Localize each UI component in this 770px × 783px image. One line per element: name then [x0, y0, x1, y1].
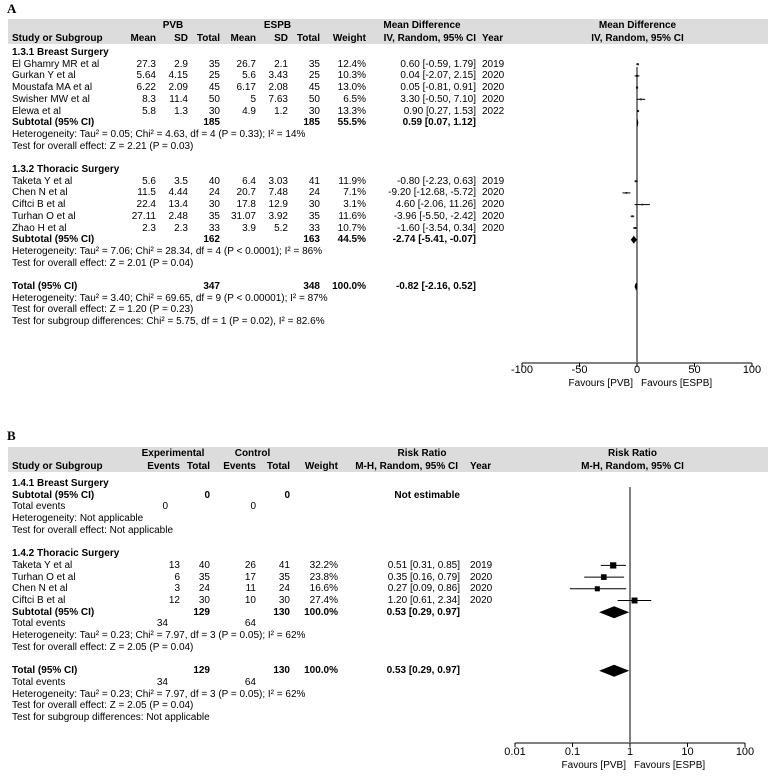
- b-year: 2020: [470, 595, 493, 606]
- b-total1: 24: [198, 583, 210, 595]
- b-total-events1: 0: [162, 501, 168, 513]
- a-col-sd2: SD: [274, 33, 288, 44]
- b-col-method: M-H, Random, 95% CI: [355, 461, 458, 472]
- a-mean2: 26.7: [236, 58, 256, 70]
- a-ci: -1.60 [-3.54, 0.34]: [397, 222, 476, 234]
- a-total1: 162: [203, 234, 220, 246]
- a-mean2: 20.7: [236, 187, 256, 199]
- b-weight: 32.2%: [309, 559, 338, 571]
- a-group2-label: ESPB: [263, 20, 292, 31]
- a-sd2: 5.2: [274, 222, 288, 234]
- a-year: 2020: [482, 82, 505, 94]
- a-total1: 40: [208, 175, 220, 187]
- b-pooled-diamond: [599, 665, 629, 677]
- b-favours-left: Favours [PVB]: [561, 760, 626, 771]
- b-study-square: [632, 598, 638, 604]
- b-events1: 13: [168, 559, 180, 571]
- a-year: 2019: [482, 175, 505, 187]
- a-mean1: 11.5: [137, 187, 156, 199]
- a-tick-label: -100: [510, 364, 534, 376]
- b-ci: 0.51 [0.31, 0.85]: [387, 559, 460, 571]
- a-total2: 35: [308, 58, 320, 70]
- a-ci: -0.80 [-2.23, 0.63]: [397, 175, 476, 187]
- a-row-label: Test for overall effect: Z = 2.01 (P = 0.04): [12, 257, 194, 269]
- a-weight: 55.5%: [337, 117, 366, 129]
- a-total1: 30: [208, 199, 220, 211]
- a-row-label: Test for overall effect: Z = 1.20 (P = 0.23): [12, 304, 194, 316]
- b-year: 2020: [470, 571, 493, 583]
- b-col-year: Year: [470, 461, 492, 472]
- a-total1: 24: [208, 187, 220, 199]
- a-col-year: Year: [482, 33, 504, 44]
- a-group1-label: PVB: [162, 20, 184, 31]
- a-row-label: Elewa et al: [12, 105, 61, 117]
- a-total1: 35: [208, 58, 220, 70]
- b-pooled-diamond: [599, 606, 629, 618]
- a-mean1: 22.4: [136, 199, 156, 211]
- a-study-square: [637, 63, 639, 65]
- b-total2: 24: [278, 583, 290, 595]
- a-weight: 7.1%: [343, 187, 366, 199]
- b-row-label: Test for overall effect: Z = 2.05 (P = 0.04): [12, 700, 194, 712]
- b-events2: 17: [244, 571, 256, 583]
- a-row-label: Heterogeneity: Tau² = 0.05; Chi² = 4.63, df = 4 (P = 0.33); I² = 14%: [12, 128, 306, 140]
- a-row-label: Subtotal (95% CI): [12, 234, 95, 246]
- b-study-square: [601, 574, 607, 580]
- a-ci: 0.59 [0.07, 1.12]: [402, 117, 476, 129]
- a-sd1: 3.5: [174, 175, 188, 187]
- a-ci: -3.96 [-5.50, -2.42]: [393, 210, 476, 222]
- a-sd2: 3.43: [268, 70, 288, 82]
- b-events2: 26: [244, 559, 256, 571]
- b-group1-label: Experimental: [141, 448, 205, 459]
- a-total1: 50: [208, 93, 220, 105]
- a-sd1: 2.09: [168, 82, 188, 94]
- a-total2: 163: [303, 234, 320, 246]
- b-events1: 12: [168, 595, 180, 606]
- a-mean2: 4.9: [242, 105, 256, 117]
- b-row-label: Heterogeneity: Tau² = 0.23; Chi² = 7.97, df = 3 (P = 0.05); I² = 62%: [12, 688, 306, 700]
- b-row-label: Total events: [12, 501, 66, 513]
- a-sd1: 11.4: [169, 93, 188, 105]
- a-total2: 50: [308, 93, 320, 105]
- a-total2: 25: [308, 70, 320, 82]
- b-row-label: Heterogeneity: Tau² = 0.23; Chi² = 7.97, df = 3 (P = 0.05); I² = 62%: [12, 630, 306, 642]
- a-sd2: 1.2: [274, 105, 288, 117]
- a-mean2: 17.8: [236, 199, 256, 211]
- b-total2: 41: [278, 559, 290, 571]
- a-ci: 0.04 [-2.07, 2.15]: [400, 70, 476, 82]
- b-ci: 0.27 [0.09, 0.86]: [387, 583, 460, 595]
- a-col-mean2: Mean: [230, 33, 256, 44]
- a-weight: 100.0%: [332, 281, 366, 292]
- a-mean1: 8.3: [142, 93, 156, 105]
- a-ci: -0.82 [-2.16, 0.52]: [395, 281, 476, 292]
- a-weight: 10.3%: [337, 70, 366, 82]
- b-row-label: Total (95% CI): [12, 665, 78, 677]
- a-effect-label: Mean Difference: [383, 20, 461, 31]
- b-row-label: Total events: [12, 618, 66, 630]
- b-total2: 130: [273, 665, 290, 677]
- a-pooled-diamond: [631, 236, 637, 244]
- a-mean1: 6.22: [136, 82, 156, 94]
- b-ci: 1.20 [0.61, 2.34]: [387, 595, 460, 606]
- a-year: 2020: [482, 210, 505, 222]
- a-weight: 10.7%: [337, 222, 366, 234]
- a-mean1: 5.6: [142, 175, 156, 187]
- b-total-events1: 34: [156, 676, 168, 688]
- b-ci: 0.53 [0.29, 0.97]: [386, 606, 460, 618]
- a-row-label: Total (95% CI): [12, 281, 78, 292]
- b-col-weight: Weight: [304, 461, 338, 472]
- b-row-label: Subtotal (95% CI): [12, 606, 95, 618]
- a-row-label: Swisher MW et al: [12, 93, 90, 105]
- a-col-weight: Weight: [332, 33, 366, 44]
- a-sd2: 2.1: [274, 58, 288, 70]
- b-group2-label: Control: [234, 448, 271, 459]
- a-col-total2: Total: [296, 33, 320, 44]
- b-ci: Not estimable: [394, 489, 460, 501]
- a-ci: 0.05 [-0.81, 0.91]: [400, 82, 476, 94]
- b-tick-label: 0.01: [504, 746, 526, 758]
- b-events1: 6: [174, 571, 180, 583]
- a-total2: 41: [308, 175, 320, 187]
- a-total2: 33: [308, 222, 320, 234]
- b-row-label: Heterogeneity: Not applicable: [12, 513, 144, 525]
- b-ci: 0.53 [0.29, 0.97]: [386, 665, 460, 677]
- a-ci: 3.30 [-0.50, 7.10]: [400, 93, 476, 105]
- a-weight: 13.0%: [337, 82, 366, 94]
- b-col-events2: Events: [223, 461, 256, 472]
- a-study-square: [640, 98, 642, 100]
- a-row-label: Test for subgroup differences: Chi² = 5.75, df = 1 (P = 0.02), I² = 82.6%: [12, 316, 325, 328]
- a-row-label: Gurkan Y et al: [12, 70, 76, 82]
- b-effect-label: Risk Ratio: [397, 448, 447, 459]
- b-total1: 35: [198, 571, 210, 583]
- b-tick-label: 0.1: [564, 746, 581, 758]
- a-weight: 44.5%: [337, 234, 366, 246]
- a-total2: 30: [308, 105, 320, 117]
- b-study-square: [595, 586, 600, 591]
- a-total1: 30: [208, 105, 220, 117]
- b-total-events2: 0: [250, 501, 256, 513]
- a-mean1: 27.11: [131, 210, 156, 222]
- a-row-label: 1.3.2 Thoracic Surgery: [12, 164, 120, 175]
- a-tick-label: 0: [633, 364, 641, 376]
- a-mean2: 5.6: [242, 70, 256, 82]
- a-ci: -9.20 [-12.68, -5.72]: [388, 187, 476, 199]
- a-weight: 13.3%: [337, 105, 366, 117]
- b-total2: 0: [284, 489, 290, 501]
- a-year: 2020: [482, 199, 505, 211]
- a-tick-label: 50: [688, 364, 701, 376]
- a-sd2: 3.03: [268, 175, 288, 187]
- a-total2: 24: [308, 187, 320, 199]
- a-study-square: [625, 192, 627, 194]
- a-row-label: El Ghamry MR et al: [12, 58, 100, 70]
- a-col-mean1: Mean: [130, 33, 156, 44]
- a-total2: 35: [308, 210, 320, 222]
- a-sd1: 2.48: [168, 210, 188, 222]
- b-total2: 130: [273, 606, 290, 618]
- a-col-sd1: SD: [174, 33, 188, 44]
- a-row-label: Heterogeneity: Tau² = 3.40; Chi² = 69.65, df = 9 (P < 0.00001); I² = 87%: [12, 292, 328, 304]
- a-favours-right: Favours [ESPB]: [641, 378, 713, 389]
- a-row-label: 1.3.1 Breast Surgery: [12, 47, 109, 58]
- a-favours-left: Favours [PVB]: [568, 378, 633, 389]
- a-total1: 45: [208, 82, 220, 94]
- a-sd2: 7.48: [268, 187, 288, 199]
- a-weight: 3.1%: [343, 199, 366, 211]
- b-weight: 100.0%: [304, 665, 338, 677]
- a-col-study: Study or Subgroup: [12, 33, 103, 44]
- a-effect-plot-label: Mean Difference: [598, 20, 677, 31]
- a-total2: 185: [303, 117, 320, 129]
- a-sd2: 12.9: [268, 199, 288, 211]
- a-sd1: 1.3: [174, 105, 188, 117]
- a-mean2: 5: [250, 93, 256, 105]
- b-events1: 3: [174, 583, 180, 595]
- a-sd1: 13.4: [168, 199, 188, 211]
- a-sd2: 2.08: [268, 82, 288, 94]
- a-mean2: 31.07: [230, 210, 256, 222]
- b-study-square: [610, 562, 616, 568]
- a-year: 2022: [482, 105, 505, 117]
- a-sd1: 4.15: [168, 70, 188, 82]
- b-row-label: Turhan O et al: [12, 571, 76, 583]
- b-col-events1: Events: [147, 461, 180, 472]
- a-tick-label: 100: [742, 364, 762, 376]
- a-ci: 0.90 [0.27, 1.53]: [403, 105, 476, 117]
- a-year: 2020: [482, 70, 505, 82]
- b-row-label: 1.4.2 Thoracic Surgery: [12, 548, 120, 560]
- a-row-label: Subtotal (95% CI): [12, 117, 95, 129]
- a-mean2: 6.17: [236, 82, 256, 94]
- a-total2: 30: [308, 199, 320, 211]
- b-col-study: Study or Subgroup: [12, 461, 103, 472]
- a-mean1: 5.64: [136, 70, 156, 82]
- b-total1: 129: [193, 665, 210, 677]
- a-ci: -2.74 [-5.41, -0.07]: [392, 234, 476, 246]
- b-row-label: Ciftci B et al: [12, 595, 66, 606]
- a-sd2: 3.92: [268, 210, 288, 222]
- a-sd1: 2.3: [174, 222, 188, 234]
- a-col-method-plot: IV, Random, 95% CI: [591, 33, 684, 44]
- b-col-total1: Total: [186, 461, 210, 472]
- a-total1: 35: [208, 210, 220, 222]
- b-year: 2020: [470, 583, 493, 595]
- a-total2: 348: [303, 281, 320, 292]
- a-mean1: 2.3: [142, 222, 156, 234]
- a-sd1: 4.44: [168, 187, 188, 199]
- a-ci: 4.60 [-2.06, 11.26]: [395, 199, 476, 211]
- a-year: 2020: [482, 187, 505, 199]
- a-mean2: 6.4: [242, 175, 256, 187]
- a-row-label: Heterogeneity: Tau² = 7.06; Chi² = 28.34, df = 4 (P < 0.0001); I² = 86%: [12, 245, 323, 257]
- b-row-label: Total events: [12, 676, 66, 688]
- a-row-label: Chen N et al: [12, 187, 68, 199]
- b-weight: 23.8%: [309, 571, 338, 583]
- a-total2: 45: [308, 82, 320, 94]
- b-ci: 0.35 [0.16, 0.79]: [387, 571, 460, 583]
- a-mean2: 3.9: [242, 222, 256, 234]
- a-row-label: Zhao H et al: [12, 222, 67, 234]
- b-effect-plot-label: Risk Ratio: [608, 448, 657, 459]
- b-total1: 30: [198, 595, 210, 606]
- a-sd2: 7.63: [268, 93, 288, 105]
- b-total1: 129: [193, 606, 210, 618]
- a-study-square: [631, 215, 633, 217]
- b-events2: 10: [244, 595, 256, 606]
- a-weight: 12.4%: [337, 58, 366, 70]
- a-row-label: Taketa Y et al: [12, 175, 73, 187]
- a-total1: 347: [203, 281, 220, 292]
- a-weight: 6.5%: [343, 93, 366, 105]
- b-events2: 11: [245, 583, 256, 595]
- panel-b-letter: B: [7, 428, 16, 443]
- a-total1: 25: [208, 70, 220, 82]
- a-tick-label: -50: [571, 364, 588, 376]
- b-row-label: Test for overall effect: Not applicable: [12, 524, 174, 536]
- b-total-events2: 64: [244, 676, 256, 688]
- a-sd1: 2.9: [174, 58, 188, 70]
- b-row-label: Chen N et al: [12, 583, 68, 595]
- b-tick-label: 100: [735, 746, 755, 758]
- a-row-label: Moustafa MA et al: [12, 82, 93, 94]
- a-row-label: Ciftci B et al: [12, 199, 66, 211]
- b-col-method-plot: M-H, Random, 95% CI: [581, 461, 684, 472]
- b-total2: 35: [278, 571, 290, 583]
- a-total1: 33: [208, 222, 220, 234]
- b-total1: 0: [204, 489, 210, 501]
- b-total1: 40: [198, 559, 210, 571]
- a-study-square: [634, 227, 636, 229]
- b-weight: 27.4%: [309, 595, 338, 606]
- a-study-square: [641, 204, 643, 206]
- a-mean1: 27.3: [136, 58, 156, 70]
- b-tick-label: 10: [681, 746, 694, 758]
- b-weight: 100.0%: [304, 606, 338, 618]
- b-row-label: Test for subgroup differences: Not applicable: [12, 712, 210, 723]
- a-year: 2019: [482, 58, 505, 70]
- b-favours-right: Favours [ESPB]: [634, 760, 706, 771]
- a-total1: 185: [203, 117, 220, 129]
- a-weight: 11.6%: [338, 210, 366, 222]
- a-mean1: 5.8: [142, 105, 156, 117]
- a-year: 2020: [482, 222, 505, 234]
- a-row-label: Test for overall effect: Z = 2.21 (P = 0.03): [12, 140, 194, 152]
- b-total2: 30: [278, 595, 290, 606]
- b-row-label: 1.4.1 Breast Surgery: [12, 478, 109, 489]
- a-ci: 0.60 [-0.59, 1.79]: [400, 58, 476, 70]
- b-tick-label: 1: [626, 746, 634, 758]
- a-col-total1: Total: [196, 33, 220, 44]
- b-total-events2: 64: [244, 618, 256, 630]
- b-col-total2: Total: [266, 461, 290, 472]
- a-year: 2020: [482, 93, 505, 105]
- b-row-label: Test for overall effect: Z = 2.05 (P = 0.04): [12, 641, 194, 653]
- panel-a-letter: A: [7, 1, 17, 16]
- b-row-label: Subtotal (95% CI): [12, 489, 95, 501]
- b-year: 2019: [470, 559, 493, 571]
- a-weight: 11.9%: [338, 175, 366, 187]
- b-weight: 16.6%: [309, 583, 338, 595]
- b-total-events1: 34: [156, 618, 168, 630]
- a-col-method: IV, Random, 95% CI: [383, 33, 476, 44]
- b-row-label: Taketa Y et al: [12, 559, 73, 571]
- a-row-label: Turhan O et al: [12, 210, 76, 222]
